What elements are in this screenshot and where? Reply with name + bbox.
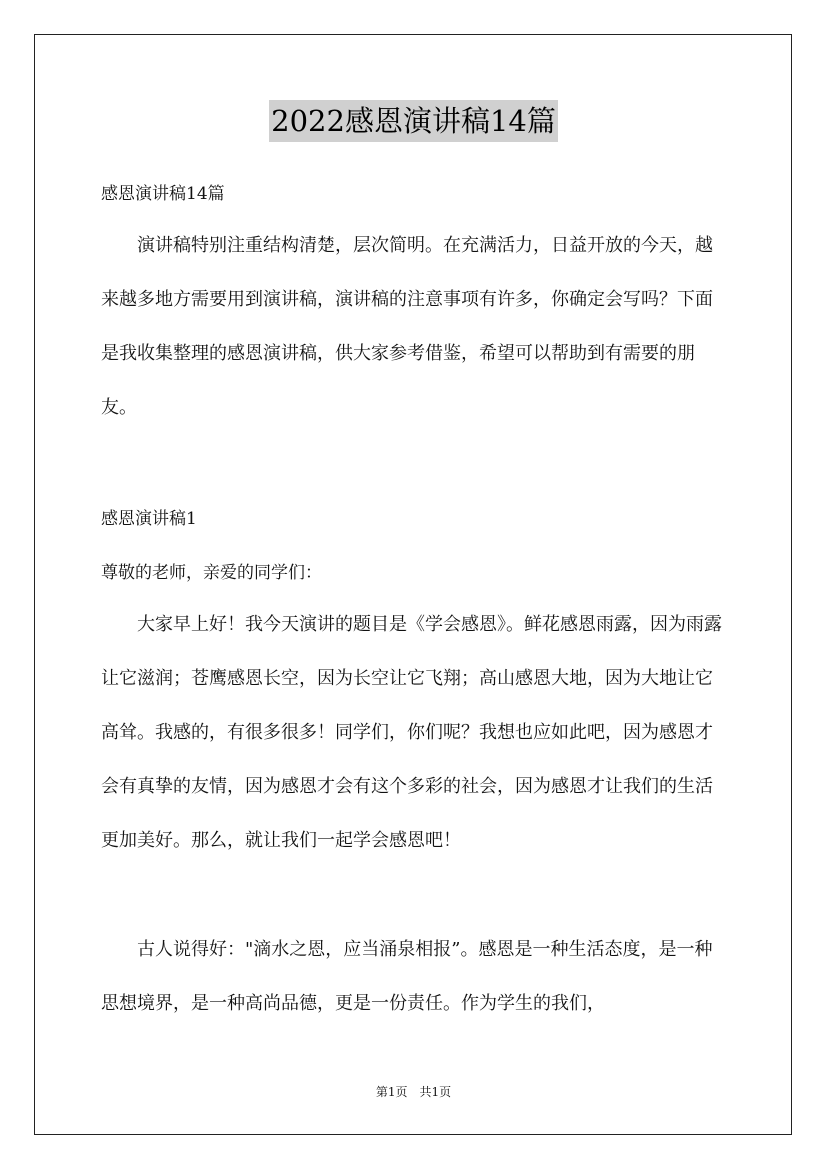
body-paragraph-2: 古人说得好："滴水之恩，应当涌泉相报”。感恩是一种生活态度，是一种思想境界，是一种高尚品德，更是一份责任。作为学生的我们， bbox=[101, 939, 713, 1014]
intro-paragraph: 演讲稿特别注重结构清楚，层次简明。在充满活力，日益开放的今天，越来越多地方需要用到演讲稿，演讲稿的注意事项有许多，你确定会写吗？下面是我收集整理的感恩演讲稿，供大家参考借鉴，希望可以帮助到有需要的朋友。 bbox=[101, 235, 713, 418]
document-title: 2022感恩演讲稿14篇 bbox=[269, 100, 558, 142]
body-paragraph-1: 大家早上好！我今天演讲的题目是《学会感恩》。鲜花感恩雨露，因为雨露让它滋润；苍鹰感恩长空，因为长空让它飞翔；高山感恩大地，因为大地让它高耸。我感的，有很多很多！同学们，你们呢？我想也应如此吧，因为感恩才会有真挚的友情，因为感恩才会有这个多彩的社会，因为感恩才让我们的生活更加美好。那么，就让我们一起学会感恩吧！ bbox=[101, 614, 722, 851]
section-heading: 感恩演讲稿1 bbox=[101, 509, 197, 529]
title-container bbox=[0, 100, 827, 142]
document-subtitle: 感恩演讲稿14篇 bbox=[101, 184, 225, 204]
page-footer: 第1页 共1页 bbox=[375, 1085, 452, 1099]
salutation: 尊敬的老师，亲爱的同学们： bbox=[101, 563, 322, 583]
